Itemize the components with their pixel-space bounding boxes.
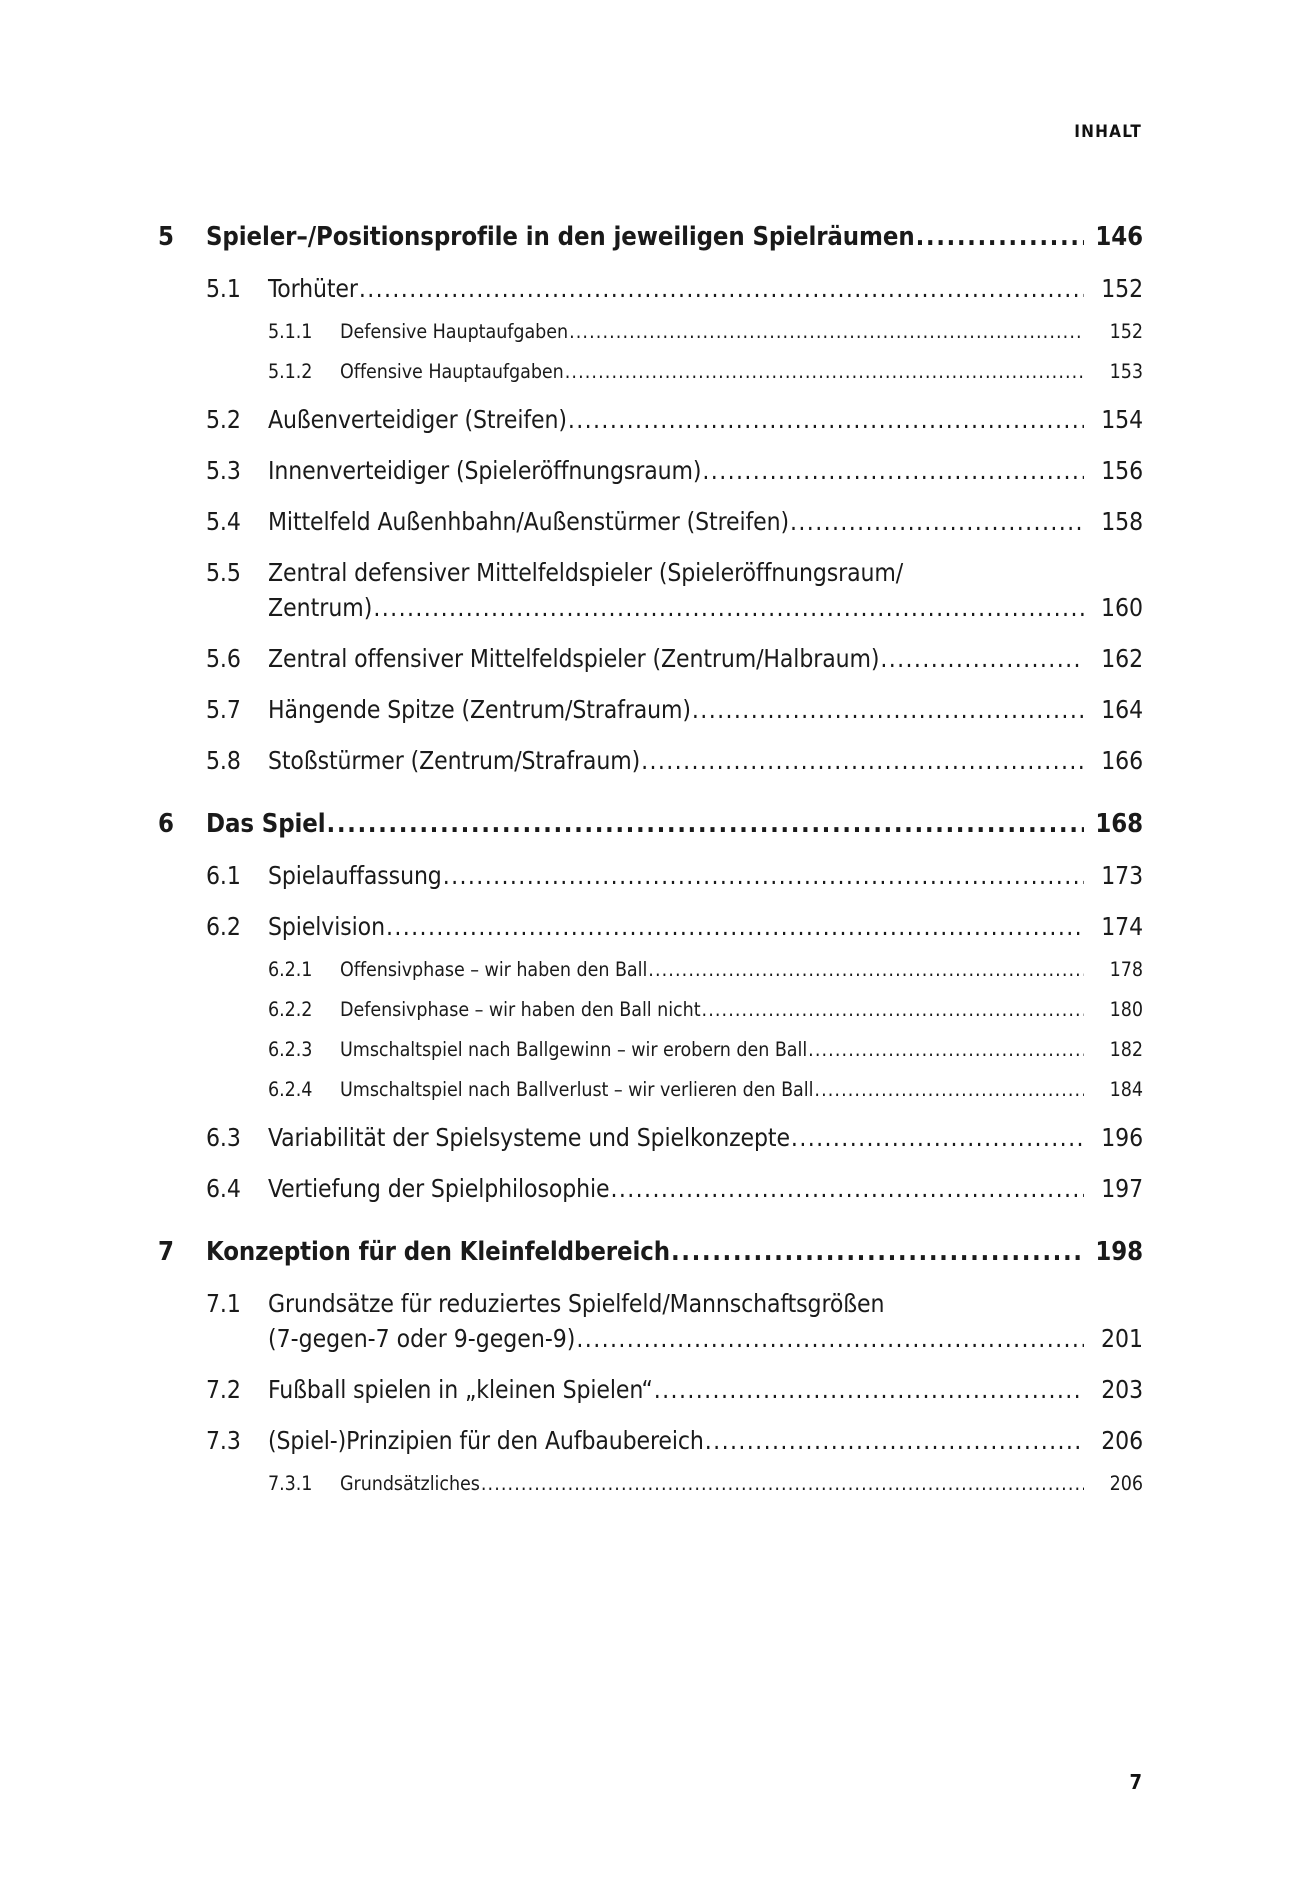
toc-leader-dots (916, 222, 1084, 252)
toc-leader-dots (705, 1426, 1084, 1455)
toc-entry[interactable] (158, 1472, 1143, 1495)
toc-entry-page: 182 (1109, 1038, 1143, 1061)
toc-entry-title-wrap (340, 998, 1085, 1021)
toc-leader-dots (654, 1375, 1084, 1404)
toc-entry-title-wrap (340, 1038, 1085, 1061)
toc-leader-dots (386, 912, 1084, 941)
toc-entry-page: 201 (1100, 1324, 1143, 1353)
toc-entry[interactable] (158, 1078, 1143, 1101)
toc-entry[interactable] (158, 222, 1143, 252)
toc-entry-title-wrap (268, 695, 1085, 724)
toc-entry-title-wrap (268, 593, 1085, 622)
toc-entry-number: 5.6 (206, 644, 241, 673)
toc-entry-title: (Spiel-)Prinzipien für den Aufbaubereich (268, 1426, 704, 1455)
toc-entry-page: 168 (1095, 809, 1143, 839)
toc-entry-number: 5.5 (206, 558, 241, 587)
toc-entry-number: 6.1 (206, 861, 241, 890)
toc-leader-dots (791, 1123, 1084, 1152)
toc-entry-title: Außenverteidiger (Streifen) (268, 405, 567, 434)
table-of-contents (158, 222, 1143, 1495)
toc-entry-title-wrap (268, 644, 1085, 673)
toc-entry-title-wrap (268, 1375, 1085, 1404)
toc-entry-number: 5.7 (206, 695, 241, 724)
toc-entry-title: Umschaltspiel nach Ballverlust – wir verlieren den Ball (340, 1078, 814, 1101)
toc-entry-title-wrap (268, 1426, 1085, 1455)
toc-entry[interactable] (158, 1237, 1143, 1267)
toc-entry-number: 5.2 (206, 405, 241, 434)
toc-entry-title: Spieler–/Positionsprofile in den jeweiligen Spielräumen (206, 222, 915, 252)
toc-entry-page: 146 (1095, 222, 1143, 252)
toc-entry[interactable] (158, 1426, 1143, 1455)
toc-entry-page: 196 (1101, 1123, 1143, 1152)
toc-entry[interactable] (158, 861, 1143, 890)
toc-entry-number: 5.1.1 (268, 320, 313, 343)
toc-entry-title: Spielvision (268, 912, 385, 941)
toc-entry-page: 153 (1109, 360, 1143, 383)
toc-entry-title: Zentrum) (268, 593, 373, 622)
toc-entry-page: 198 (1095, 1237, 1143, 1267)
toc-entry[interactable] (158, 405, 1143, 434)
toc-entry-number: 7.3.1 (268, 1472, 313, 1495)
toc-entry-title-wrap (268, 456, 1085, 485)
toc-entry-title-wrap (268, 558, 1085, 587)
toc-entry-title-wrap (268, 1174, 1085, 1203)
toc-entry[interactable] (158, 998, 1143, 1021)
toc-leader-dots (808, 1038, 1084, 1061)
toc-entry-number: 7 (158, 1237, 174, 1267)
toc-entry-page: 203 (1101, 1375, 1143, 1404)
toc-leader-dots (692, 695, 1084, 724)
toc-entry-number: 5.8 (206, 746, 241, 775)
toc-entry-title-wrap (206, 1237, 1085, 1267)
toc-entry-number: 6.3 (206, 1123, 241, 1152)
toc-leader-dots (327, 809, 1085, 839)
toc-entry-number: 5 (158, 222, 174, 252)
toc-entry-page: 206 (1101, 1426, 1143, 1455)
toc-entry-title: Spielauffassung (268, 861, 442, 890)
running-head: INHALT (1074, 122, 1142, 142)
toc-entry-title: Konzeption für den Kleinfeldbereich (206, 1237, 670, 1267)
toc-entry-title-wrap (268, 507, 1085, 536)
page-number: 7 (1129, 1770, 1142, 1794)
toc-leader-dots (880, 644, 1084, 673)
toc-entry-title-wrap (206, 809, 1085, 839)
toc-entry-title-wrap (268, 1289, 1085, 1318)
toc-leader-dots (790, 507, 1084, 536)
toc-entry[interactable] (158, 746, 1143, 775)
toc-entry-title-wrap (268, 274, 1085, 303)
toc-entry[interactable] (158, 456, 1143, 485)
toc-entry[interactable] (158, 558, 1143, 587)
toc-entry-page: 164 (1101, 695, 1143, 724)
toc-entry[interactable] (158, 1123, 1143, 1152)
toc-entry[interactable] (158, 320, 1143, 343)
toc-entry[interactable] (158, 644, 1143, 673)
toc-entry-number: 6.2.1 (268, 958, 313, 981)
toc-entry-title: Defensivphase – wir haben den Ball nicht (340, 998, 701, 1021)
toc-entry-title: Zentral offensiver Mittelfeldspieler (Zentrum/Halbraum) (268, 644, 880, 673)
toc-leader-dots (671, 1237, 1084, 1267)
toc-entry-page: 156 (1101, 456, 1143, 485)
toc-entry-title-wrap (268, 861, 1085, 890)
toc-entry-title-wrap (340, 958, 1085, 981)
toc-entry-page: 178 (1109, 958, 1143, 981)
toc-entry-title: Hängende Spitze (Zentrum/Strafraum) (268, 695, 691, 724)
toc-leader-dots (568, 405, 1084, 434)
toc-entry-title: Das Spiel (206, 809, 326, 839)
toc-entry-page: 166 (1101, 746, 1143, 775)
toc-entry-title-wrap (268, 405, 1085, 434)
toc-entry-page: 197 (1101, 1174, 1143, 1203)
toc-entry-number: 7.2 (206, 1375, 241, 1404)
toc-leader-dots (565, 360, 1084, 383)
toc-leader-dots (359, 274, 1084, 303)
toc-entry[interactable] (158, 958, 1143, 981)
toc-entry[interactable] (158, 593, 1143, 622)
toc-entry-page: 184 (1109, 1078, 1143, 1101)
toc-entry-number: 5.4 (206, 507, 241, 536)
toc-entry-title: Vertiefung der Spielphilosophie (268, 1174, 610, 1203)
toc-entry[interactable] (158, 1324, 1143, 1353)
toc-entry-number: 6.4 (206, 1174, 241, 1203)
toc-entry-title: Defensive Hauptaufgaben (340, 320, 569, 343)
toc-entry-title: Zentral defensiver Mittelfeldspieler (Spieleröffnungsraum/ (268, 558, 904, 587)
toc-entry[interactable] (158, 507, 1143, 536)
toc-leader-dots (641, 746, 1084, 775)
toc-entry-page: 173 (1101, 861, 1143, 890)
toc-leader-dots (569, 320, 1084, 343)
toc-entry-title: Offensivphase – wir haben den Ball (340, 958, 648, 981)
toc-leader-dots (814, 1078, 1084, 1101)
toc-entry-title: Grundsätze für reduziertes Spielfeld/Mannschaftsgrößen (268, 1289, 885, 1318)
toc-entry-title: (7-gegen-7 oder 9-gegen-9) (268, 1324, 576, 1353)
toc-entry-page: 206 (1109, 1472, 1143, 1495)
toc-entry-title: Stoßstürmer (Zentrum/Strafraum) (268, 746, 641, 775)
toc-entry-number: 5.3 (206, 456, 241, 485)
toc-entry[interactable] (158, 912, 1143, 941)
toc-entry-title: Umschaltspiel nach Ballgewinn – wir erobern den Ball (340, 1038, 808, 1061)
toc-entry-page: 180 (1109, 998, 1143, 1021)
toc-leader-dots (576, 1324, 1084, 1353)
toc-leader-dots (610, 1174, 1084, 1203)
toc-entry-title-wrap (268, 1123, 1085, 1152)
toc-entry[interactable] (158, 1174, 1143, 1203)
toc-leader-dots (648, 958, 1084, 981)
toc-leader-dots (702, 456, 1084, 485)
toc-entry-title-wrap (268, 1324, 1085, 1353)
toc-entry-number: 7.1 (206, 1289, 241, 1318)
toc-entry-title-wrap (340, 320, 1085, 343)
toc-entry[interactable] (158, 1038, 1143, 1061)
toc-entry-title-wrap (340, 360, 1085, 383)
toc-entry[interactable] (158, 1289, 1143, 1318)
toc-entry-title-wrap (268, 746, 1085, 775)
toc-entry-page: 152 (1101, 274, 1143, 303)
toc-entry-page: 154 (1101, 405, 1143, 434)
toc-entry-title: Grundsätzliches (340, 1472, 480, 1495)
toc-entry-title: Variabilität der Spielsysteme und Spielkonzepte (268, 1123, 790, 1152)
toc-entry-title-wrap (340, 1078, 1085, 1101)
toc-entry-title: Torhüter (268, 274, 358, 303)
toc-entry-page: 160 (1100, 593, 1143, 622)
toc-entry-title: Innenverteidiger (Spieleröffnungsraum) (268, 456, 702, 485)
toc-entry-number: 6.2.4 (268, 1078, 313, 1101)
toc-entry-number: 7.3 (206, 1426, 241, 1455)
toc-entry[interactable] (158, 809, 1143, 839)
toc-entry-title: Mittelfeld Außenhbahn/Außenstürmer (Streifen) (268, 507, 789, 536)
toc-entry[interactable] (158, 1375, 1143, 1404)
toc-entry-number: 5.1 (206, 274, 241, 303)
toc-leader-dots (702, 998, 1084, 1021)
toc-entry-page: 174 (1101, 912, 1143, 941)
toc-entry[interactable] (158, 274, 1143, 303)
toc-entry-title: Offensive Hauptaufgaben (340, 360, 564, 383)
toc-entry-title-wrap (268, 912, 1085, 941)
toc-entry-title-wrap (206, 222, 1085, 252)
toc-entry-number: 6.2.3 (268, 1038, 313, 1061)
toc-entry-page: 162 (1101, 644, 1143, 673)
toc-leader-dots (443, 861, 1084, 890)
toc-entry-number: 6 (158, 809, 174, 839)
toc-entry[interactable] (158, 695, 1143, 724)
toc-entry[interactable] (158, 360, 1143, 383)
toc-entry-page: 158 (1101, 507, 1143, 536)
toc-entry-page: 152 (1109, 320, 1143, 343)
toc-entry-title-wrap (340, 1472, 1085, 1495)
toc-leader-dots (373, 593, 1084, 622)
toc-entry-title: Fußball spielen in „kleinen Spielen“ (268, 1375, 653, 1404)
toc-entry-number: 5.1.2 (268, 360, 313, 383)
toc-leader-dots (481, 1472, 1084, 1495)
toc-entry-number: 6.2.2 (268, 998, 313, 1021)
toc-entry-number: 6.2 (206, 912, 241, 941)
